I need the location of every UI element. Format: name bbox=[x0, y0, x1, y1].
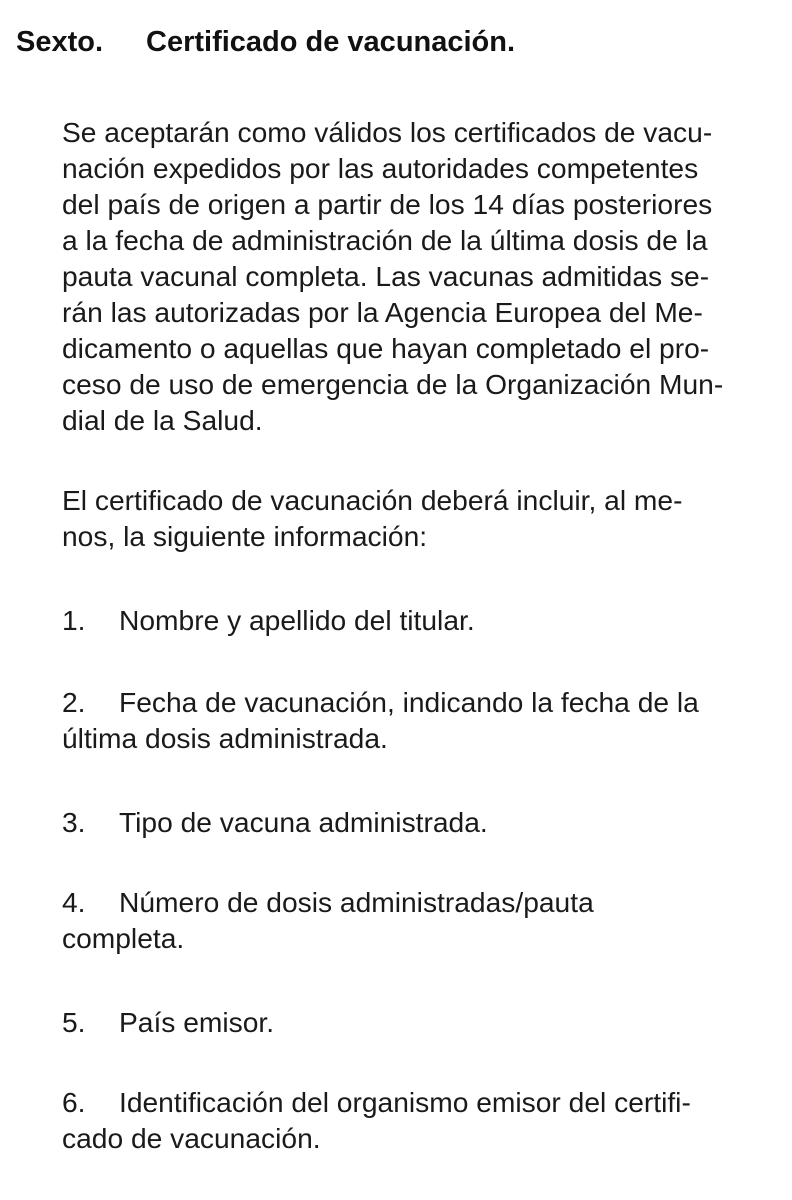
paragraph-line: dicamento o aquellas que hayan completado el pro- bbox=[62, 332, 710, 364]
list-item-text: Fecha de vacunación, indicando la fecha de la bbox=[119, 686, 699, 718]
paragraph-line: El certificado de vacunación deberá incluir, al me- bbox=[62, 484, 683, 516]
list-item-text: País emisor. bbox=[119, 1006, 275, 1038]
paragraph-line: nos, la siguiente información: bbox=[62, 520, 428, 552]
paragraph-line: del país de origen a partir de los 14 días posteriores bbox=[62, 188, 713, 220]
list-item-text: Nombre y apellido del titular. bbox=[119, 604, 475, 636]
list-item-text: Número de dosis administradas/pauta bbox=[119, 886, 594, 918]
list-item-number: 3. bbox=[62, 806, 86, 838]
paragraph-line: Se aceptarán como válidos los certificados de vacu- bbox=[62, 116, 713, 148]
list-item-text: última dosis administrada. bbox=[62, 722, 388, 754]
list-item-number: 6. bbox=[62, 1086, 86, 1118]
list-item-text: Tipo de vacuna administrada. bbox=[119, 806, 488, 838]
paragraph-line: dial de la Salud. bbox=[62, 404, 263, 436]
paragraph-line: a la fecha de administración de la última dosis de la bbox=[62, 224, 708, 256]
section-ordinal: Sexto. bbox=[16, 26, 104, 58]
list-item-text: Identificación del organismo emisor del certifi- bbox=[119, 1086, 691, 1118]
list-item-number: 2. bbox=[62, 686, 86, 718]
paragraph-line: pauta vacunal completa. Las vacunas admitidas se- bbox=[62, 260, 710, 292]
section-heading bbox=[16, 22, 515, 62]
list-item-number: 5. bbox=[62, 1006, 86, 1038]
paragraph-line: nación expedidos por las autoridades competentes bbox=[62, 152, 699, 184]
list-item-number: 1. bbox=[62, 604, 86, 636]
section-title: Certificado de vacunación. bbox=[146, 26, 516, 58]
list-item-text: cado de vacunación. bbox=[62, 1122, 321, 1154]
list-item-number: 4. bbox=[62, 886, 86, 918]
list-item-text: completa. bbox=[62, 922, 185, 954]
paragraph-line: rán las autorizadas por la Agencia Europea del Me- bbox=[62, 296, 703, 328]
paragraph-line: ceso de uso de emergencia de la Organización Mun- bbox=[62, 368, 724, 400]
